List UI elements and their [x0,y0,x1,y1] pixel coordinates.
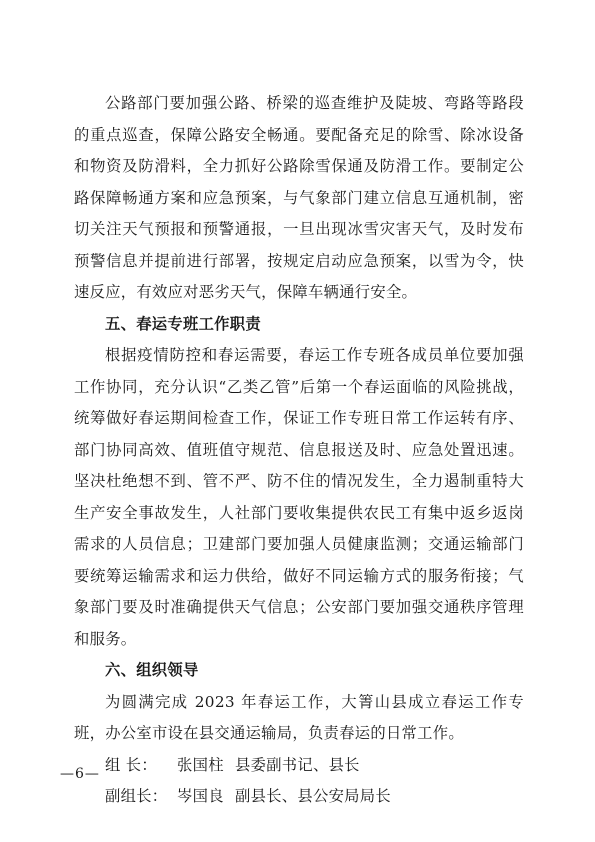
section-heading-5: 五、春运专班工作职责 [105,314,261,333]
document-body [74,88,524,813]
role-name: 岑国良 [177,787,224,805]
paragraph-organization: 为圆满完成 2023 年春运工作，大箐山县成立春运工作专班，办公室市设在县交通运输局，负责春运的日常工作。 [74,692,524,742]
role-title: 副县长、县公安局局长 [235,787,391,805]
section-heading-6: 六、组织领导 [105,661,199,679]
role-title: 县委副书记、县长 [235,755,360,774]
role-label: 组 长： [105,755,157,774]
page-number: —6— [60,766,100,782]
paragraph-road-maintenance: 公路部门要加强公路、桥梁的巡查维护及陡坡、弯路等路段的重点巡查，保障公路安全畅通。要配备充足的除雪、除冰设备和物资及防滑料，全力抓好公路除雪保通及防滑工作。要制定公路保障畅通方案和应急预案，与气象部门建立信息互通机制，密切关注天气预报和预警通报，一旦出现冰雪灾害天气，及时发布预警信息并提前进行部署，按规定启动应急预案，以雪为令，快速反应，有效应对恶劣天气，保障车辆通行安全。 [74,94,524,301]
role-name: 张国柱 [177,755,224,774]
role-line-deputy-leader [74,781,524,813]
paragraph-task-force-duties: 根据疫情防控和春运需要，春运工作专班各成员单位要加强工作协同，充分认识“乙类乙管”后第一个春运面临的风险挑战，统筹做好春运期间检查工作，保证工作专班日常工作运转有序、部门协同高效、值班值守规范、信息报送及时、应急处置迅速。坚决杜绝想不到、管不严、防不住的情况发生，全力遏制重特大生产安全事故发生，人社部门要收集提供农民工有集中返乡返岗需求的人员信息；卫建部门要加强人员健康监测；交通运输部门要统筹运输需求和运力供给，做好不同运输方式的服务衔接；气象部门要及时准确提供天气信息；公安部门要加强交通秩序管理和服务。 [74,346,524,648]
role-label: 副组长： [105,787,168,805]
role-line-leader [74,750,524,782]
